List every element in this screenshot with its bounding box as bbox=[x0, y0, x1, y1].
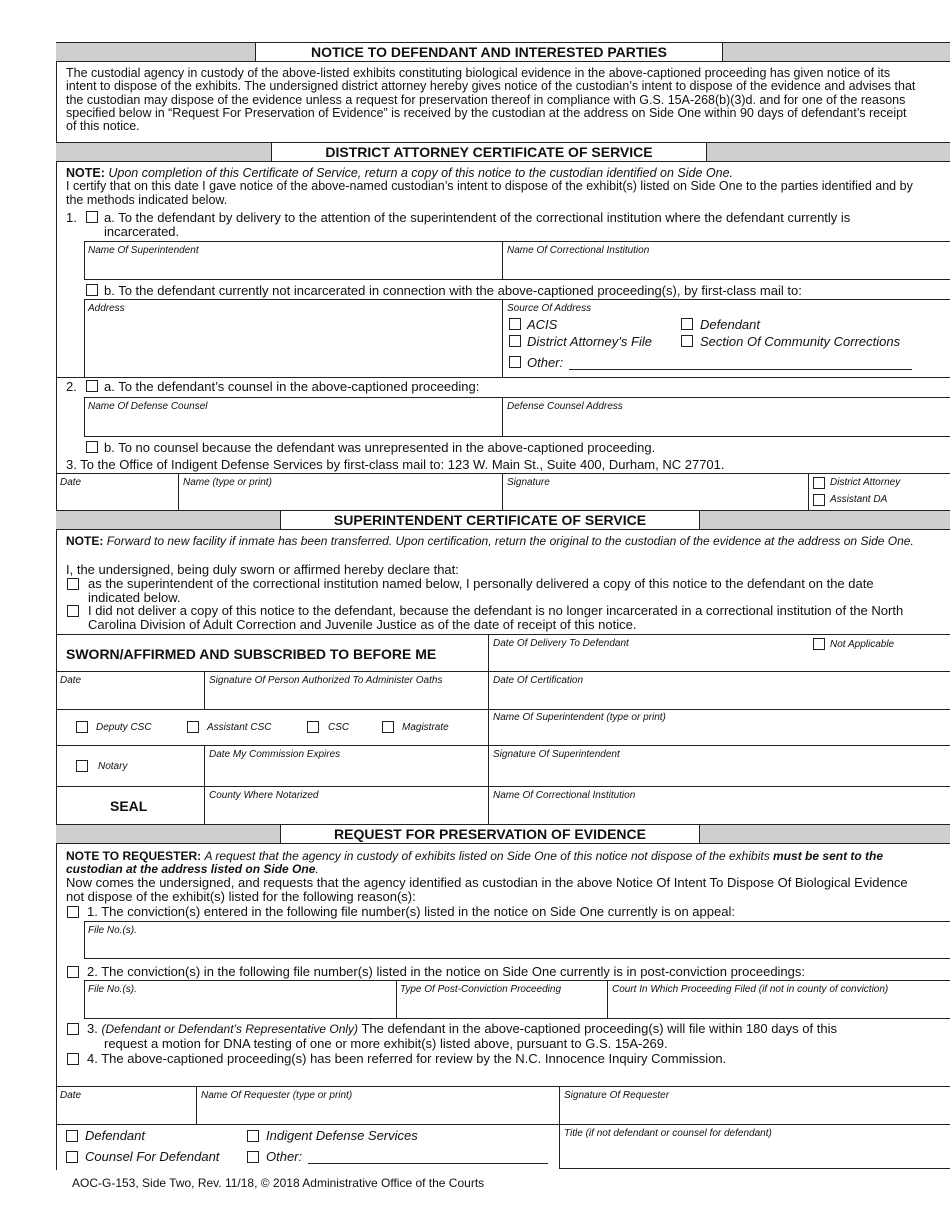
da-defense-counsel-label: Name Of Defense Counsel bbox=[88, 401, 208, 412]
req-r3-text: The defendant in the above-captioned proceeding(s) will file within 180 days of this bbox=[361, 1021, 837, 1036]
da-item2b-text: b. To no counsel because the defendant was unrepresented in the above-captioned proceeding. bbox=[104, 440, 656, 455]
req-vline-5 bbox=[196, 1086, 197, 1124]
req-note-bold: must be sent to the custodian at the address listed on Side One bbox=[66, 849, 884, 876]
req-line-6 bbox=[56, 1124, 950, 1125]
assistant-csc-label: Assistant CSC bbox=[207, 722, 272, 733]
req-counsel-checkbox[interactable] bbox=[66, 1151, 78, 1163]
date-cert-label: Date Of Certification bbox=[493, 675, 584, 686]
da-line-3 bbox=[84, 299, 950, 300]
notice-header-bar bbox=[56, 42, 950, 62]
deputy-csc-checkbox[interactable] bbox=[76, 721, 88, 733]
req-ids-checkbox[interactable] bbox=[247, 1130, 259, 1142]
src-other-line[interactable] bbox=[569, 369, 912, 370]
req-r2-checkbox[interactable] bbox=[67, 966, 79, 978]
da-item1a-text: a. To the defendant by delivery to the attention of the superintendent of the correctional institution where the defendant currently is incarcerated. bbox=[104, 210, 851, 239]
req-other-line[interactable] bbox=[308, 1163, 548, 1164]
da-line-4 bbox=[56, 377, 950, 378]
frame-left bbox=[56, 42, 57, 1170]
supt-title: SUPERINTENDENT CERTIFICATE OF SERVICE bbox=[280, 511, 700, 529]
sworn-heading: SWORN/AFFIRMED AND SUBSCRIBED TO BEFORE ME bbox=[66, 646, 437, 662]
supt-opt1-text: as the superintendent of the correctional institution named below, I personally delivered a copy of this notice to the defendant on the date indicated below. bbox=[88, 576, 874, 605]
supt-declare: I, the undersigned, being duly sworn or affirmed hereby declare that: bbox=[66, 562, 459, 577]
da-header-bar bbox=[56, 142, 950, 162]
src-other-label: Other: bbox=[527, 355, 564, 370]
notary-checkbox[interactable] bbox=[76, 760, 88, 772]
req-r3-line2: request a motion for DNA testing of one or more exhibit(s) listed above, pursuant to G.S. 15A-269. bbox=[104, 1036, 668, 1051]
da-vline-1 bbox=[84, 241, 85, 280]
deputy-csc-label: Deputy CSC bbox=[96, 722, 152, 733]
req-note: NOTE TO REQUESTER: A request that the agency in custody of exhibits listed on Side One of this notice not dispose of the exhibits must be sent to the custodian at the address listed on Side One. bbox=[66, 849, 884, 876]
da-item1-num: 1. bbox=[66, 210, 77, 225]
supt-line-2 bbox=[56, 671, 950, 672]
da-date-label: Date bbox=[60, 477, 82, 488]
req-line-1 bbox=[84, 921, 950, 922]
req-r4-checkbox[interactable] bbox=[67, 1053, 79, 1065]
src-da-file-label: District Attorney’s File bbox=[527, 334, 652, 349]
da-note bbox=[66, 166, 733, 180]
req-ids-label: Indigent Defense Services bbox=[266, 1128, 418, 1143]
assistant-da-label: Assistant DA bbox=[830, 494, 888, 505]
da-item2a-checkbox[interactable] bbox=[86, 380, 98, 392]
req-note-text: A request that the agency in custody of exhibits listed on Side One of this notice not dispose of the exhibits bbox=[204, 849, 770, 863]
src-defendant-checkbox[interactable] bbox=[681, 318, 693, 330]
name-supt-label: Name Of Superintendent (type or print) bbox=[493, 712, 666, 723]
supt-vline-mid bbox=[488, 634, 489, 824]
req-file-no-label-1: File No.(s). bbox=[88, 925, 137, 936]
supt-note bbox=[66, 535, 950, 548]
req-r1-checkbox[interactable] bbox=[67, 906, 79, 918]
req-defendant-label: Defendant bbox=[85, 1128, 145, 1143]
req-vline-6 bbox=[559, 1086, 560, 1169]
da-note-label: NOTE: bbox=[66, 166, 105, 180]
da-title: DISTRICT ATTORNEY CERTIFICATE OF SERVICE bbox=[271, 143, 707, 161]
supt-vline-left2 bbox=[204, 745, 205, 824]
notice-title: NOTICE TO DEFENDANT AND INTERESTED PARTIES bbox=[255, 43, 723, 61]
req-now-comes: Now comes the undersigned, and requests that the agency identified as custodian in the above Notice Of Intent To Dispose Of Biological Evidence not dispose of the exhibit(s) listed for the following reason(s): bbox=[66, 875, 908, 904]
da-certify: I certify that on this date I gave notice of the above-named custodian’s intent to dispose of the exhibit(s) listed on Side One to the parties identified and by the methods indicated below. bbox=[66, 179, 913, 207]
supt-vline-left1 bbox=[204, 671, 205, 709]
da-line-1 bbox=[84, 241, 950, 242]
req-r1-text: 1. The conviction(s) entered in the following file number(s) listed in the notice on Side One currently is on appeal: bbox=[87, 904, 735, 919]
da-item3-text: 3. To the Office of Indigent Defense Services by first-class mail to: 123 W. Main St., Suite 400, Durham, NC 27701. bbox=[66, 457, 725, 472]
da-name-institution-label: Name Of Correctional Institution bbox=[507, 245, 650, 256]
da-item2-num: 2. bbox=[66, 379, 77, 394]
court-filed-label: Court In Which Proceeding Filed (if not in county of conviction) bbox=[612, 984, 889, 995]
csc-checkbox[interactable] bbox=[307, 721, 319, 733]
type-pc-label: Type Of Post-Conviction Proceeding bbox=[400, 984, 562, 995]
footer: AOC-G-153, Side Two, Rev. 11/18, © 2018 Administrative Office of the Courts bbox=[72, 1176, 485, 1190]
supt-opt2-checkbox[interactable] bbox=[67, 605, 79, 617]
assistant-csc-checkbox[interactable] bbox=[187, 721, 199, 733]
commission-label: Date My Commission Expires bbox=[209, 749, 341, 760]
assistant-da-checkbox[interactable] bbox=[813, 494, 825, 506]
req-name-label: Name Of Requester (type or print) bbox=[201, 1090, 353, 1101]
da-vline-mid2 bbox=[502, 299, 503, 378]
supt-line-5 bbox=[56, 786, 950, 787]
req-r3-italic: (Defendant or Defendant’s Representative Only) bbox=[101, 1022, 359, 1036]
req-defendant-checkbox[interactable] bbox=[66, 1130, 78, 1142]
req-title: REQUEST FOR PRESERVATION OF EVIDENCE bbox=[280, 825, 700, 843]
da-vline-4 bbox=[178, 473, 179, 510]
req-vline-3 bbox=[396, 980, 397, 1018]
req-counsel-label: Counsel For Defendant bbox=[85, 1149, 220, 1164]
da-line-7 bbox=[56, 473, 950, 474]
supt-date-label: Date bbox=[60, 675, 82, 686]
seal-label: SEAL bbox=[110, 798, 148, 814]
req-line-3 bbox=[84, 980, 950, 981]
supt-opt1-checkbox[interactable] bbox=[67, 578, 79, 590]
src-other-checkbox[interactable] bbox=[509, 356, 521, 368]
da-vline-3 bbox=[84, 397, 85, 436]
supt-opt2-text: I did not deliver a copy of this notice to the defendant, because the defendant is no longer incarcerated in a correctional institution of the North Carolina Division of Adult Correction and Juvenile Justice as of the date of receipt of this notice. bbox=[88, 603, 904, 632]
supt-line-1 bbox=[56, 634, 950, 635]
da-line-6 bbox=[84, 436, 950, 437]
req-r4-text: 4. The above-captioned proceeding(s) has been referred for review by the N.C. Innocence Inquiry Commission. bbox=[87, 1051, 727, 1066]
req-note-label: NOTE TO REQUESTER: bbox=[66, 849, 202, 863]
req-r3-num: 3. bbox=[87, 1021, 98, 1036]
da-item1b-checkbox[interactable] bbox=[86, 284, 98, 296]
supt-line-3 bbox=[56, 709, 950, 710]
date-delivery-label: Date Of Delivery To Defendant bbox=[493, 638, 629, 649]
da-name-superintendent-label: Name Of Superintendent bbox=[88, 245, 199, 256]
da-item2b-checkbox[interactable] bbox=[86, 441, 98, 453]
not-applicable-checkbox[interactable] bbox=[813, 638, 825, 650]
src-scc-checkbox[interactable] bbox=[681, 335, 693, 347]
req-vline-4 bbox=[607, 980, 608, 1018]
req-vline-2 bbox=[84, 980, 85, 1018]
magistrate-checkbox[interactable] bbox=[382, 721, 394, 733]
da-vline-5 bbox=[502, 473, 503, 510]
req-other-checkbox[interactable] bbox=[247, 1151, 259, 1163]
supt-line-4 bbox=[56, 745, 950, 746]
sig-supt-label: Signature Of Superintendent bbox=[493, 749, 620, 760]
da-item1a-checkbox[interactable] bbox=[86, 211, 98, 223]
req-title-label: Title (if not defendant or counsel for defendant) bbox=[564, 1128, 772, 1139]
req-other-label: Other: bbox=[266, 1149, 303, 1164]
not-applicable-label: Not Applicable bbox=[830, 639, 895, 650]
req-r2-text: 2. The conviction(s) in the following file number(s) listed in the notice on Side One currently is in post-conviction proceedings: bbox=[87, 964, 806, 979]
supt-note-text: Forward to new facility if inmate has been transferred. Upon certification, return the original to the custodian of the evidence at the address on Side One. bbox=[106, 534, 914, 548]
da-name-print-label: Name (type or print) bbox=[183, 477, 272, 488]
req-file-no-label-2: File No.(s). bbox=[88, 984, 137, 995]
county-label: County Where Notarized bbox=[209, 790, 319, 801]
src-da-file-checkbox[interactable] bbox=[509, 335, 521, 347]
supt-header-bar bbox=[56, 510, 950, 530]
da-note-text: Upon completion of this Certificate of Service, return a copy of this notice to the custodian identified on Side One. bbox=[108, 166, 734, 180]
da-defense-address-label: Defense Counsel Address bbox=[507, 401, 623, 412]
da-item1b-text: b. To the defendant currently not incarcerated in connection with the above-captioned proceeding(s), by first-class mail to: bbox=[104, 283, 802, 298]
da-address-label: Address bbox=[88, 303, 125, 314]
district-attorney-label: District Attorney bbox=[830, 477, 901, 488]
req-line-5 bbox=[56, 1086, 950, 1087]
da-signature-label: Signature bbox=[507, 477, 550, 488]
req-line-2 bbox=[84, 958, 950, 959]
magistrate-label: Magistrate bbox=[402, 722, 449, 733]
req-sig-label: Signature Of Requester bbox=[564, 1090, 670, 1101]
da-vline-2 bbox=[84, 299, 85, 378]
src-acis-checkbox[interactable] bbox=[509, 318, 521, 330]
req-r3-line1 bbox=[87, 1022, 837, 1036]
req-date-label: Date bbox=[60, 1090, 82, 1101]
src-acis-label: ACIS bbox=[527, 317, 558, 332]
sig-oaths-label: Signature Of Person Authorized To Administer Oaths bbox=[209, 675, 443, 686]
da-vline-6 bbox=[808, 473, 809, 510]
req-line-4 bbox=[84, 1018, 950, 1019]
req-vline-1 bbox=[84, 921, 85, 958]
notary-label: Notary bbox=[98, 761, 128, 772]
req-r3-checkbox[interactable] bbox=[67, 1023, 79, 1035]
da-line-5 bbox=[84, 397, 950, 398]
da-vline-mid1 bbox=[502, 241, 503, 280]
name-inst-label: Name Of Correctional Institution bbox=[493, 790, 636, 801]
supt-note-label: NOTE: bbox=[66, 534, 104, 548]
da-source-label: Source Of Address bbox=[507, 303, 592, 314]
da-vline-mid3 bbox=[502, 397, 503, 436]
da-item2a-text: a. To the defendant’s counsel in the above-captioned proceeding: bbox=[104, 379, 480, 394]
req-line-7 bbox=[559, 1168, 950, 1169]
da-line-2 bbox=[84, 279, 950, 280]
src-scc-label: Section Of Community Corrections bbox=[700, 334, 901, 349]
notice-body: The custodial agency in custody of the above-listed exhibits constituting biological evidence in the above-captioned proceeding has given notice of its intent to dispose of the exhibits. The undersigned district attorney hereby gives notice of the custodian’s intent to dispose of the evidence and advises that the custodian may dispose of the evidence unless a request for preservation thereof in compliance with G.S. 15A-268(b)(3)d. and for one of the reasons specified below in “Request For Preservation of Evidence” is received by the custodian at the address on Side One within 90 days of defendant’s receipt of this notice. bbox=[66, 66, 916, 134]
req-header-bar bbox=[56, 824, 950, 844]
src-defendant-label: Defendant bbox=[700, 317, 760, 332]
csc-label: CSC bbox=[328, 722, 350, 733]
district-attorney-checkbox[interactable] bbox=[813, 477, 825, 489]
